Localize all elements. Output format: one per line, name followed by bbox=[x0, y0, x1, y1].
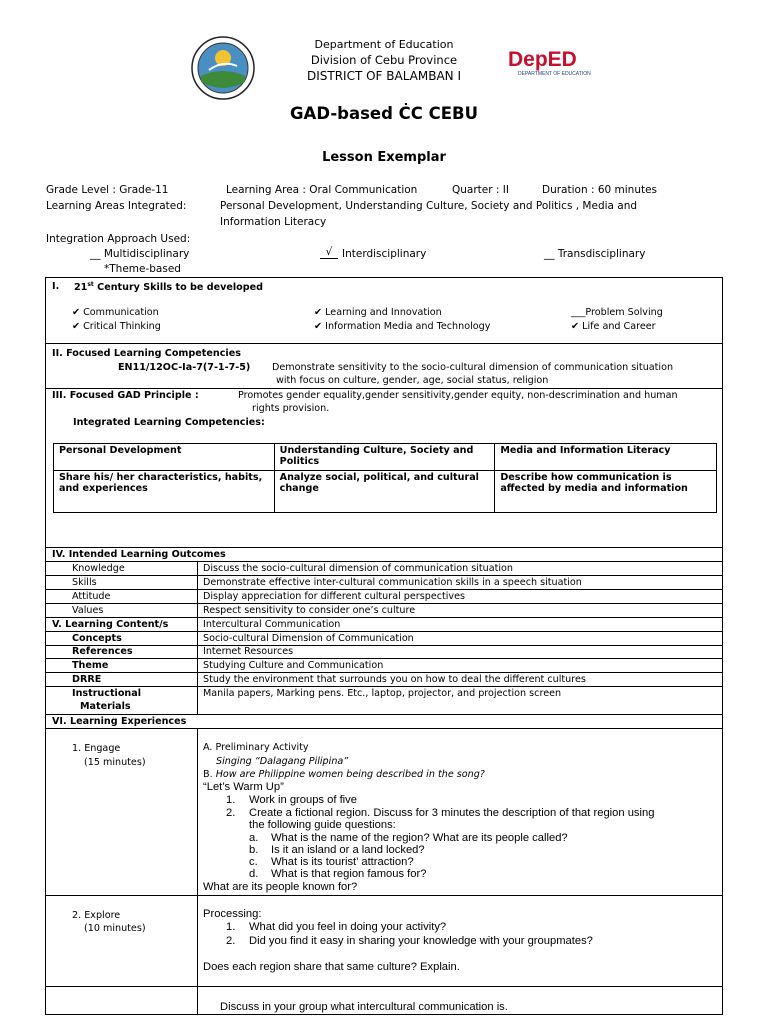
divider bbox=[45, 617, 723, 618]
outcome-value: Discuss the socio-cultural dimension of communication situation bbox=[203, 563, 514, 574]
divider bbox=[45, 561, 723, 562]
skill-learning-innovation bbox=[314, 307, 442, 318]
section-3-title: III. Focused GAD Principle : bbox=[52, 390, 199, 401]
integrated-competencies-label: Integrated Learning Competencies: bbox=[73, 417, 265, 428]
skill-problem-solving: ___Problem Solving bbox=[571, 307, 663, 318]
grade-level: Grade Level : Grade-11 bbox=[46, 184, 169, 196]
engage-warm: “Let’s Warm Up” bbox=[203, 781, 284, 793]
section-1-title bbox=[74, 281, 263, 293]
table-header: Personal Development bbox=[54, 444, 275, 471]
gad-desc1: Promotes gender equality,gender sensitivity,gender equity, non-descrimination and human bbox=[238, 390, 678, 401]
theme-based: *Theme-based bbox=[104, 263, 181, 275]
learning-area: Learning Area : Oral Communication bbox=[226, 184, 418, 196]
engage-a: A. Preliminary Activity bbox=[203, 742, 309, 753]
engage-step1: Work in groups of five bbox=[249, 794, 357, 806]
table-cell: Analyze social, political, and cultural change bbox=[274, 471, 495, 513]
skill-learning-innovation-label: Learning and Innovation bbox=[325, 307, 442, 318]
duration: Duration : 60 minutes bbox=[542, 184, 658, 196]
divider bbox=[45, 895, 723, 896]
outcome-value: Demonstrate effective inter-cultural communication skills in a speech situation bbox=[203, 577, 582, 588]
question-letter: b. bbox=[249, 844, 259, 856]
skill-life-career bbox=[571, 321, 656, 332]
integrated-line1: Personal Development, Understanding Culture, Society and Politics , Media and bbox=[220, 200, 638, 212]
divider bbox=[45, 986, 723, 987]
divider bbox=[45, 714, 723, 715]
check-icon: ✔ bbox=[314, 321, 323, 332]
materials-value: Manila papers, Marking pens. Etc., laptop, projector, and projection screen bbox=[203, 688, 562, 699]
engage-minutes: (15 minutes) bbox=[84, 757, 146, 768]
integrated-label: Learning Areas Integrated: bbox=[46, 200, 187, 212]
engage-q2: Is it an island or a land locked? bbox=[271, 844, 425, 856]
integrated-line2: Information Literacy bbox=[220, 216, 327, 228]
engage-b-pre: B. bbox=[203, 769, 213, 780]
outcome-label: Values bbox=[72, 605, 104, 616]
table-cell: Share his/ her characteristics, habits, and experiences bbox=[54, 471, 275, 513]
section-4-title: IV. Intended Learning Outcomes bbox=[52, 549, 226, 560]
approach-label: Integration Approach Used: bbox=[46, 233, 191, 245]
outcome-label: Skills bbox=[72, 577, 97, 588]
check-icon: ✔ bbox=[314, 307, 323, 318]
divider bbox=[45, 631, 723, 632]
materials-label-1: Instructional bbox=[72, 688, 142, 699]
content-title-value: Intercultural Communication bbox=[203, 619, 341, 630]
engage-q1: What is the name of the region? What are its people called? bbox=[271, 832, 568, 844]
section-6-title: VI. Learning Experiences bbox=[52, 716, 187, 727]
svg-text:DEPARTMENT OF EDUCATION: DEPARTMENT OF EDUCATION bbox=[518, 71, 591, 77]
divider bbox=[45, 672, 723, 673]
approach-trans: __ Transdisciplinary bbox=[544, 248, 646, 260]
skill-critical-thinking-label: Critical Thinking bbox=[83, 321, 161, 332]
section-1-title-pre: 21 bbox=[74, 282, 88, 294]
engage-q4: What is that region famous for? bbox=[271, 868, 427, 880]
question-letter: c. bbox=[249, 856, 258, 868]
divider bbox=[45, 645, 723, 646]
content-value: Socio-cultural Dimension of Communication bbox=[203, 633, 414, 644]
explore-minutes: (10 minutes) bbox=[84, 923, 146, 934]
engage-step2b: the following guide questions: bbox=[249, 819, 396, 831]
content-value: Internet Resources bbox=[203, 646, 294, 657]
table-header: Understanding Culture, Society and Politics bbox=[274, 444, 495, 471]
step-num: 2. bbox=[226, 807, 236, 819]
column-divider bbox=[197, 561, 198, 714]
divider bbox=[45, 686, 723, 687]
district-name: DISTRICT OF BALAMBAN I bbox=[306, 69, 462, 83]
step-num: 1. bbox=[226, 921, 236, 933]
page-subtitle: Lesson Exemplar bbox=[322, 150, 446, 165]
content-value: Studying Culture and Communication bbox=[203, 660, 384, 671]
outcome-label: Knowledge bbox=[72, 563, 125, 574]
content-label: DRRE bbox=[72, 674, 102, 685]
explore-processing: Processing: bbox=[203, 908, 262, 920]
engage-singing: Singing “Dalagang Pilipina” bbox=[216, 756, 349, 767]
question-letter: d. bbox=[249, 868, 259, 880]
skill-communication bbox=[72, 307, 159, 318]
divider bbox=[45, 388, 723, 389]
gad-desc2: rights provision. bbox=[252, 403, 330, 414]
competency-desc2: with focus on culture, gender, age, social status, religion bbox=[276, 375, 549, 386]
explore-share: Does each region share that same culture? Explain. bbox=[203, 961, 460, 973]
content-value: Study the environment that surrounds you on how to deal the different cultures bbox=[203, 674, 586, 685]
explore-p2: Did you find it easy in sharing your knowledge with your groupmates? bbox=[249, 935, 593, 947]
section-1-title-sup: st bbox=[87, 281, 94, 288]
section-5-title: V. Learning Content/s bbox=[52, 619, 169, 630]
divider bbox=[45, 603, 723, 604]
engage-step2a: Create a fictional region. Discuss for 3 minutes the description of that region using bbox=[249, 807, 655, 819]
check-icon: ✔ bbox=[571, 321, 580, 332]
division-name: Division of Cebu Province bbox=[310, 53, 458, 67]
department-name: Department of Education bbox=[314, 38, 454, 51]
skill-communication-label: Communication bbox=[83, 307, 159, 318]
skill-critical-thinking bbox=[72, 321, 161, 332]
outcome-label: Attitude bbox=[72, 591, 111, 602]
section-1-title-post: Century Skills to be developed bbox=[93, 282, 263, 294]
engage-b bbox=[203, 769, 485, 780]
deped-logo bbox=[506, 47, 602, 77]
divider bbox=[45, 343, 723, 344]
materials-label-2: Materials bbox=[80, 701, 131, 712]
question-letter: a. bbox=[249, 832, 259, 844]
engage-label: 1. Engage bbox=[72, 743, 121, 754]
content-label: Concepts bbox=[72, 633, 122, 644]
column-divider bbox=[197, 728, 198, 1015]
outcome-value: Display appreciation for different cultural perspectives bbox=[203, 591, 465, 602]
content-label: Theme bbox=[72, 660, 109, 671]
divider bbox=[45, 728, 723, 729]
page-title: GAD-based ĊC CEBU bbox=[290, 104, 478, 123]
step-num: 1. bbox=[226, 794, 236, 806]
table-row bbox=[54, 444, 717, 471]
explore-label: 2. Explore bbox=[72, 910, 121, 921]
explore-p1: What did you feel in doing your activity? bbox=[249, 921, 447, 933]
skill-life-career-label: Life and Career bbox=[582, 321, 656, 332]
competency-code: EN11/12OC-Ia-7(7-1-7-5) bbox=[118, 362, 251, 373]
approach-inter-mark: √ bbox=[320, 246, 338, 259]
table-cell: Describe how communication is affected by media and information bbox=[495, 471, 717, 513]
section-1-num: I. bbox=[52, 281, 60, 292]
engage-b-text: How are Philippine women being described in the song? bbox=[215, 769, 485, 780]
divider bbox=[45, 547, 723, 548]
section-2-title: II. Focused Learning Competencies bbox=[52, 348, 241, 359]
divider bbox=[45, 589, 723, 590]
divider bbox=[45, 658, 723, 659]
check-icon: ✔ bbox=[72, 321, 81, 332]
integrated-competencies-table bbox=[53, 443, 717, 513]
cebu-seal bbox=[191, 36, 255, 100]
approach-inter: Interdisciplinary bbox=[342, 248, 427, 260]
outcome-value: Respect sensitivity to consider one’s culture bbox=[203, 605, 416, 616]
divider bbox=[45, 575, 723, 576]
quarter: Quarter : II bbox=[452, 184, 509, 196]
discuss-text: Discuss in your group what intercultural communication is. bbox=[220, 1001, 508, 1013]
competency-desc1: Demonstrate sensitivity to the socio-cultural dimension of communication situation bbox=[272, 362, 674, 373]
table-row bbox=[54, 471, 717, 513]
svg-text:DepED: DepED bbox=[508, 48, 577, 71]
engage-q3: What is its tourist’ attraction? bbox=[271, 856, 414, 868]
skill-info-media bbox=[314, 321, 490, 332]
step-num: 2. bbox=[226, 935, 236, 947]
skill-info-media-label: Information Media and Technology bbox=[325, 321, 491, 332]
engage-known: What are its people known for? bbox=[203, 881, 358, 893]
content-label: References bbox=[72, 646, 133, 657]
check-icon: ✔ bbox=[72, 307, 81, 318]
approach-multi: __ Multidisciplinary bbox=[90, 248, 190, 260]
table-header: Media and Information Literacy bbox=[495, 444, 717, 471]
